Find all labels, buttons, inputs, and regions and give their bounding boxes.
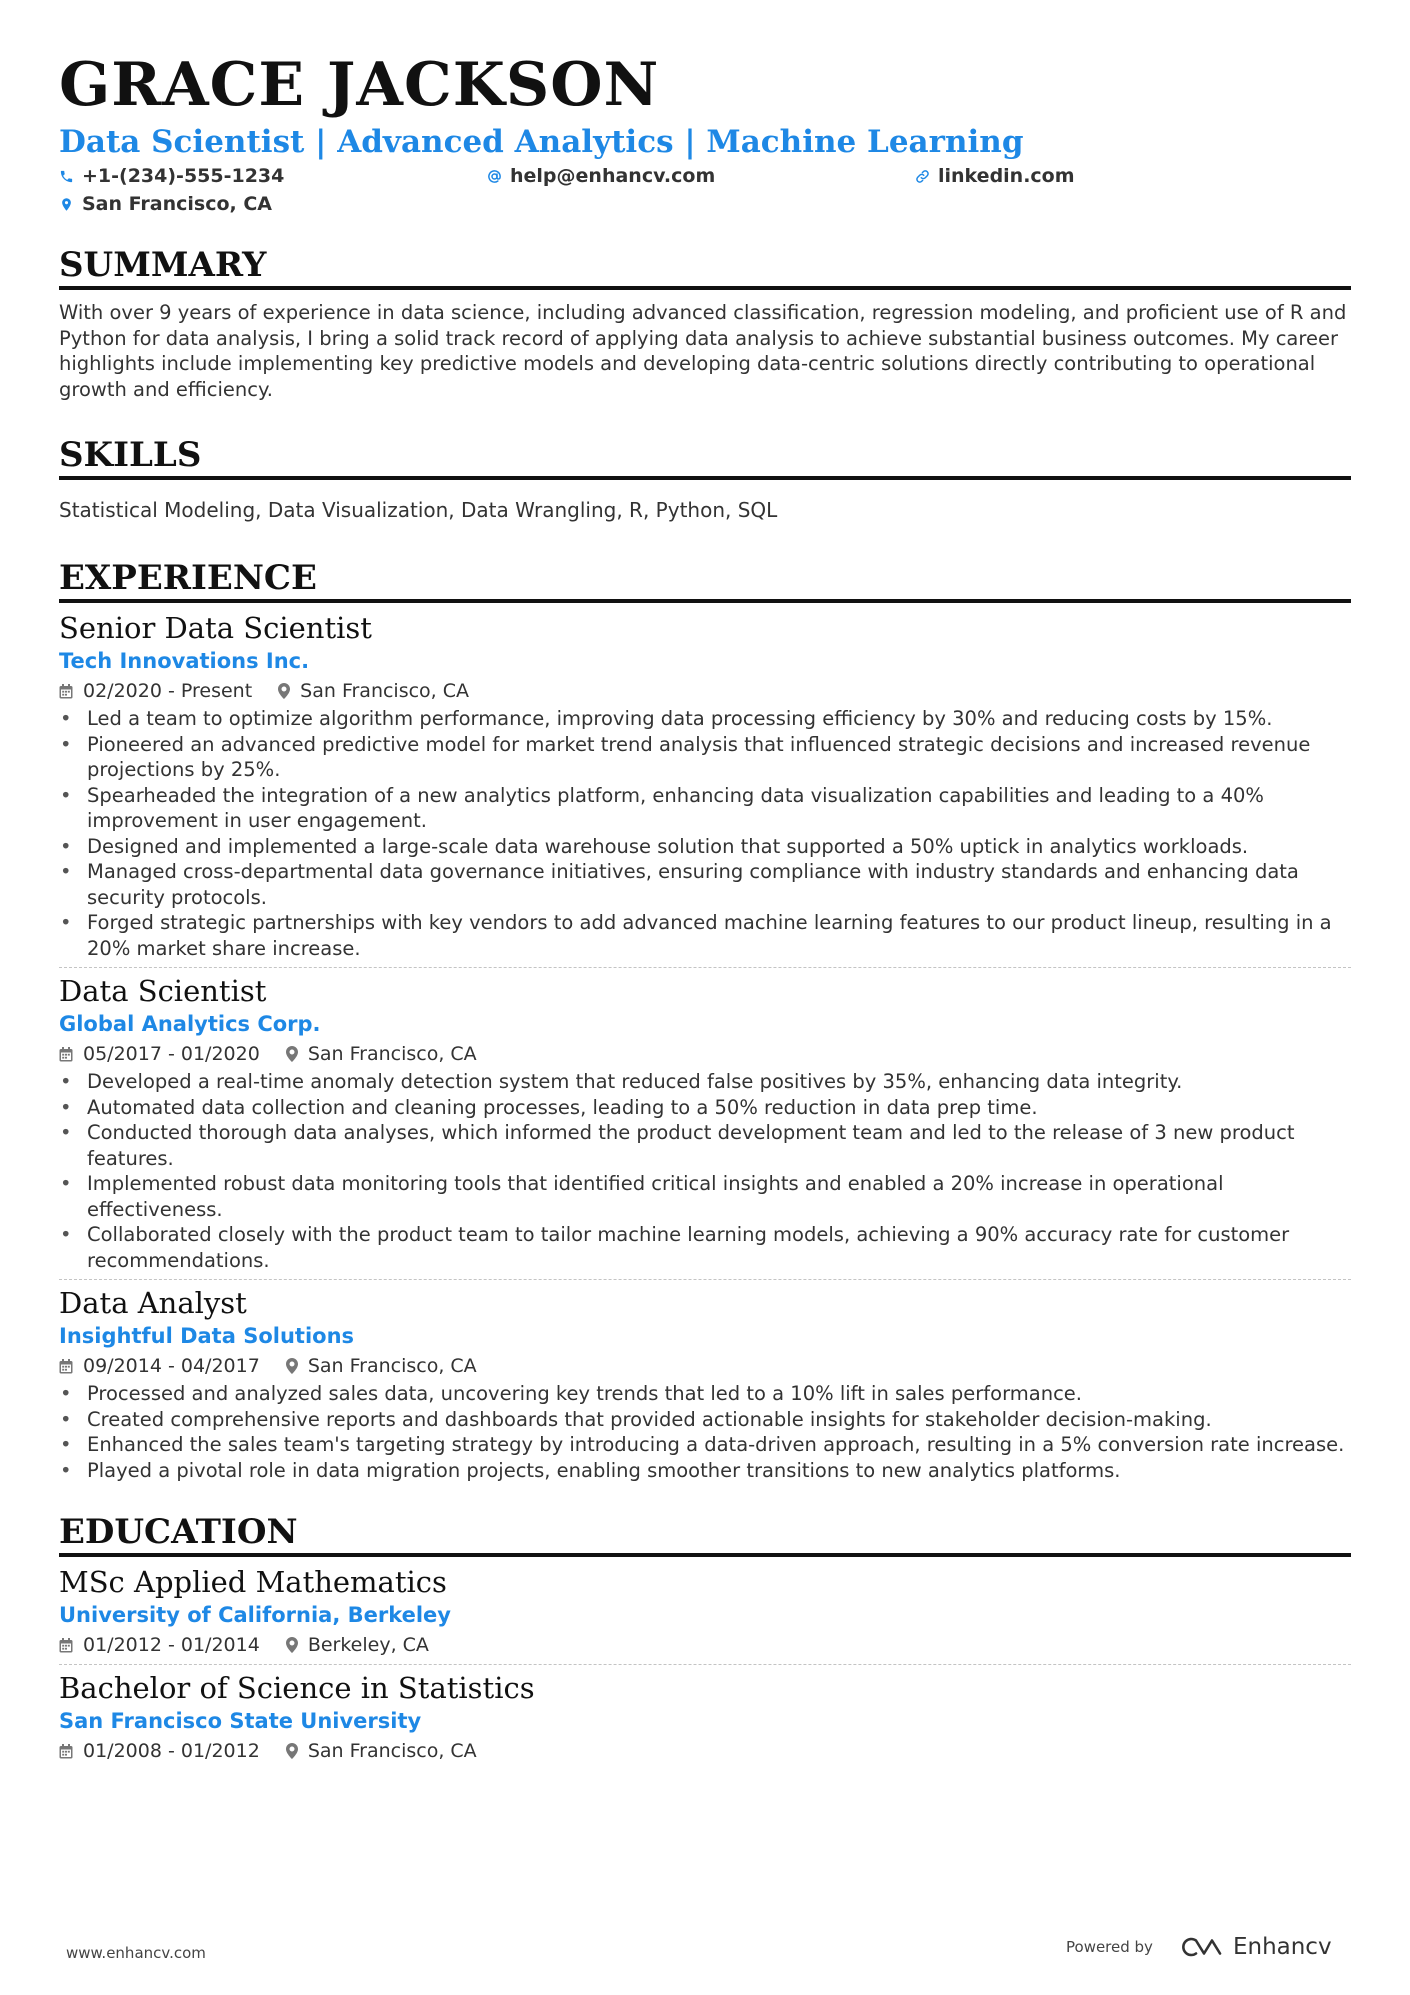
skills-section [59, 434, 1351, 523]
bullet-item: • Conducted thorough data analyses, which informed the product development team and led to the release of 3 new product features. [59, 1120, 1351, 1171]
candidate-name: GRACE JACKSON [59, 50, 660, 120]
bullet-item: • Developed a real-time anomaly detection system that reduced false positives by 35%, enhancing data integrity. [59, 1069, 1351, 1095]
map-pin-icon [278, 683, 290, 699]
job-location-text: San Francisco, CA [307, 1043, 477, 1065]
phone-icon [59, 169, 74, 184]
bullet-item: • Collaborated closely with the product team to tailor machine learning models, achieving a 90% accuracy rate for customer recommendations. [59, 1222, 1351, 1273]
at-icon [487, 169, 502, 184]
map-pin-icon [59, 197, 74, 212]
powered-by-label: Powered by [1066, 1938, 1153, 1956]
job-meta [59, 1353, 1351, 1379]
education-entry [59, 1664, 1351, 1770]
job-bullets [59, 1381, 1351, 1483]
education-entry [59, 1557, 1351, 1664]
bullet-item: • Led a team to optimize algorithm performance, improving data processing efficiency by 30% and reducing costs by 15%. [59, 706, 1351, 732]
job-location [286, 1041, 477, 1067]
job-location [286, 1353, 477, 1379]
school-name[interactable]: San Francisco State University [59, 1709, 422, 1733]
bullet-item: • Spearheaded the integration of a new analytics platform, enhancing data visualization capabilities and leading to a 40% improvement in user engagement. [59, 783, 1351, 834]
school-name[interactable]: University of California, Berkeley [59, 1603, 451, 1627]
education-location-text: San Francisco, CA [307, 1740, 477, 1762]
map-pin-icon [286, 1743, 298, 1759]
footer-website[interactable]: www.enhancv.com [66, 1944, 206, 1962]
contact-location [59, 192, 487, 216]
job-dates: 05/2017 - 01/2020 [83, 1043, 260, 1065]
skills-text: Statistical Modeling, Data Visualization, Data Wrangling, R, Python, SQL [59, 498, 778, 522]
link-icon [915, 169, 930, 184]
job-dates: 09/2014 - 04/2017 [83, 1355, 260, 1377]
summary-text: With over 9 years of experience in data science, including advanced classification, regression modeling, and proficient use of R and Python for data analysis, I bring a solid track record of applying data analysis to achieve substantial business outcomes. My career highlights include implementing key predictive models and developing data-centric solutions directly contributing to operational growth and efficiency. [59, 301, 1347, 401]
contact-email[interactable] [487, 164, 915, 188]
map-pin-icon [286, 1358, 298, 1374]
bullet-item: • Processed and analyzed sales data, uncovering key trends that led to a 10% lift in sales performance. [59, 1381, 1351, 1407]
enhancv-brand[interactable] [1179, 1934, 1332, 1960]
skills-title: SKILLS [59, 434, 1351, 480]
experience-title: EXPERIENCE [59, 557, 1351, 603]
job-location-text: San Francisco, CA [307, 1355, 477, 1377]
summary-section [59, 244, 1351, 402]
map-pin-icon [286, 1046, 298, 1062]
education-dates: 01/2008 - 01/2012 [83, 1740, 260, 1762]
linkedin-text: linkedin.com [938, 165, 1075, 187]
experience-entry [59, 967, 1351, 1279]
calendar-icon [59, 684, 73, 699]
experience-entry [59, 1279, 1351, 1489]
job-company[interactable]: Insightful Data Solutions [59, 1324, 355, 1348]
bullet-item: • Pioneered an advanced predictive model for market trend analysis that influenced strategic decisions and increased revenue projections by 25%. [59, 732, 1351, 783]
job-bullets [59, 706, 1351, 961]
education-section [59, 1511, 1351, 1770]
contact-phone[interactable] [59, 164, 487, 188]
education-location [286, 1738, 477, 1764]
bullet-item: • Designed and implemented a large-scale data warehouse solution that supported a 50% uptick in analytics workloads. [59, 834, 1351, 860]
bullet-item: • Managed cross-departmental data governance initiatives, ensuring compliance with industry standards and enhancing data security protocols. [59, 859, 1351, 910]
candidate-headline: Data Scientist | Advanced Analytics | Machine Learning [59, 124, 1024, 160]
job-title: Senior Data Scientist [59, 611, 372, 645]
experience-entry [59, 603, 1351, 967]
calendar-icon [59, 1744, 73, 1759]
enhancv-logo-icon [1179, 1934, 1225, 1960]
job-bullets [59, 1069, 1351, 1273]
degree-title: Bachelor of Science in Statistics [59, 1671, 535, 1705]
bullet-item: • Forged strategic partnerships with key vendors to add advanced machine learning features to our product lineup, resulting in a 20% market share increase. [59, 910, 1351, 961]
education-dates: 01/2012 - 01/2014 [83, 1634, 260, 1656]
job-title: Data Analyst [59, 1286, 247, 1320]
education-location-text: Berkeley, CA [307, 1634, 429, 1656]
bullet-item: • Enhanced the sales team's targeting strategy by introducing a data-driven approach, resulting in a 5% conversion rate increase. [59, 1432, 1351, 1458]
job-location [278, 678, 469, 704]
bullet-item: • Implemented robust data monitoring tools that identified critical insights and enabled a 20% increase in operational effectiveness. [59, 1171, 1351, 1222]
education-title: EDUCATION [59, 1511, 1351, 1557]
contact-info [59, 164, 1351, 216]
calendar-icon [59, 1359, 73, 1374]
summary-title: SUMMARY [59, 244, 1351, 290]
bullet-item: • Automated data collection and cleaning processes, leading to a 50% reduction in data prep time. [59, 1095, 1351, 1121]
contact-linkedin[interactable] [915, 164, 1215, 188]
degree-title: MSc Applied Mathematics [59, 1565, 447, 1599]
footer-powered-by [1066, 1934, 1332, 1960]
bullet-item: • Created comprehensive reports and dashboards that provided actionable insights for stakeholder decision-making. [59, 1407, 1351, 1433]
education-meta [59, 1738, 1351, 1764]
job-dates: 02/2020 - Present [83, 680, 253, 702]
email-text: help@enhancv.com [510, 165, 716, 187]
job-company[interactable]: Global Analytics Corp. [59, 1012, 321, 1036]
job-meta [59, 1041, 1351, 1067]
education-meta [59, 1632, 1351, 1658]
calendar-icon [59, 1638, 73, 1653]
location-text: San Francisco, CA [82, 193, 273, 215]
job-location-text: San Francisco, CA [300, 680, 470, 702]
brand-name: Enhancv [1232, 1934, 1332, 1960]
calendar-icon [59, 1047, 73, 1062]
job-meta [59, 678, 1351, 704]
phone-text: +1-(234)-555-1234 [82, 165, 285, 187]
education-location [286, 1632, 429, 1658]
job-title: Data Scientist [59, 974, 267, 1008]
resume-header [59, 48, 1351, 216]
job-company[interactable]: Tech Innovations Inc. [59, 649, 310, 673]
bullet-item: • Played a pivotal role in data migration projects, enabling smoother transitions to new analytics platforms. [59, 1458, 1351, 1484]
map-pin-icon [286, 1637, 298, 1653]
experience-section [59, 557, 1351, 1489]
